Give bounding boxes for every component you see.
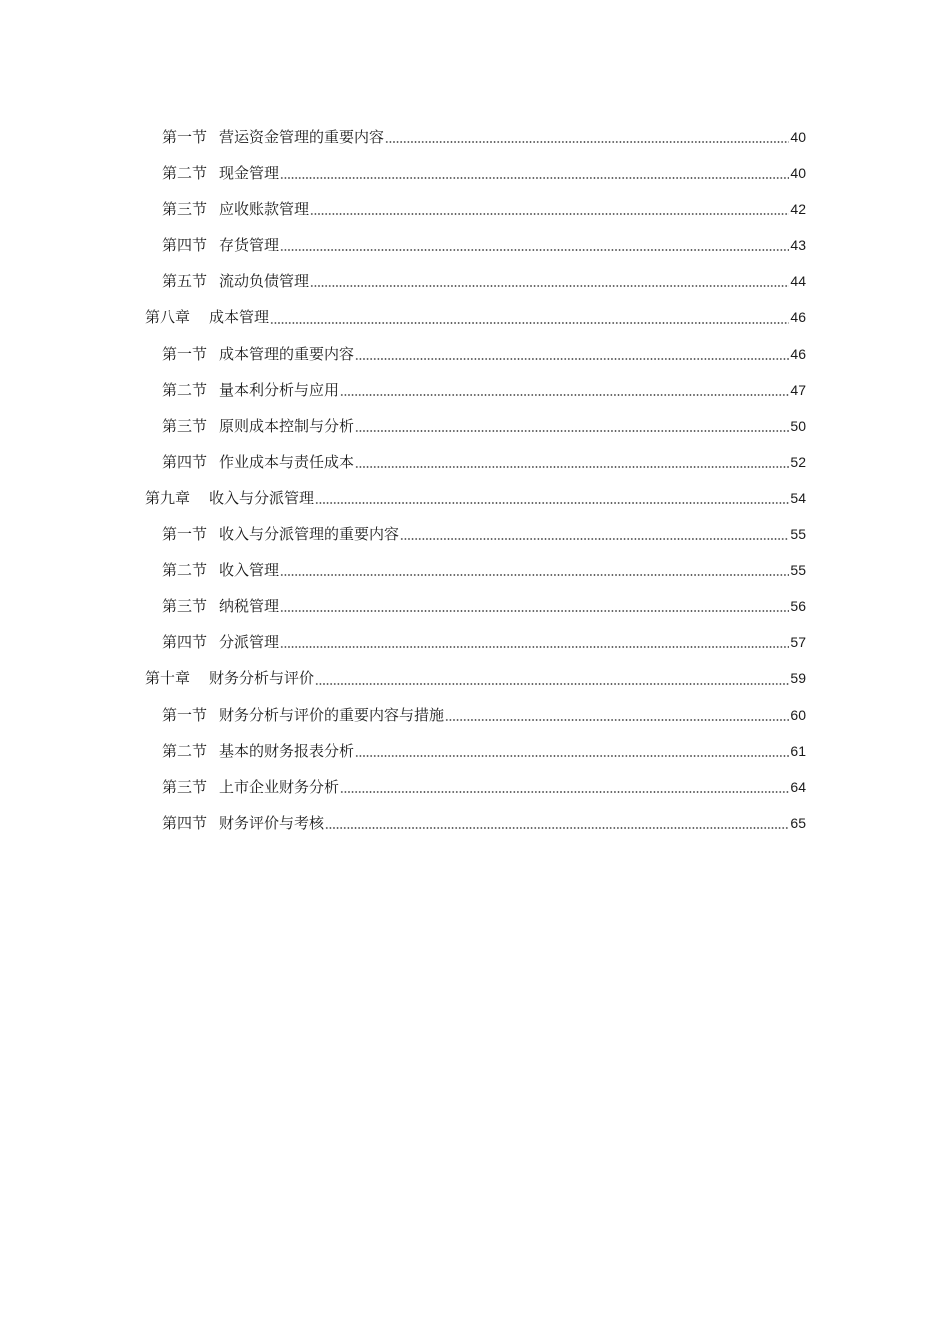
toc-entry-title: 财务分析与评价的重要内容与措施 xyxy=(219,705,445,724)
toc-entry-number: 第三节 xyxy=(162,597,208,616)
toc-section-entry[interactable] xyxy=(145,263,806,299)
toc-section-entry[interactable] xyxy=(145,372,806,408)
toc-section-entry[interactable] xyxy=(145,227,806,263)
toc-entry-number: 第四节 xyxy=(162,236,208,255)
toc-section-entry[interactable] xyxy=(145,119,806,155)
toc-dot-leader xyxy=(340,791,789,793)
toc-entry-page-number: 59 xyxy=(790,670,806,687)
toc-entry-number: 第一节 xyxy=(162,525,208,544)
toc-entry-title: 财务评价与考核 xyxy=(219,813,325,832)
toc-entry-number: 第八章 xyxy=(145,308,191,327)
toc-entry-title: 基本的财务报表分析 xyxy=(219,741,355,760)
table-of-contents xyxy=(145,119,806,841)
toc-section-entry[interactable] xyxy=(145,191,806,227)
toc-section-entry[interactable] xyxy=(145,733,806,769)
toc-section-entry[interactable] xyxy=(145,769,806,805)
toc-entry-title: 量本利分析与应用 xyxy=(219,380,340,399)
toc-entry-title: 上市企业财务分析 xyxy=(219,777,340,796)
toc-dot-leader xyxy=(315,502,789,504)
toc-entry-number: 第二节 xyxy=(162,380,208,399)
toc-section-entry[interactable] xyxy=(145,805,806,841)
toc-dot-leader xyxy=(280,249,789,251)
toc-entry-number: 第二节 xyxy=(162,164,208,183)
toc-entry-title: 财务分析与评价 xyxy=(209,669,315,688)
toc-dot-leader xyxy=(280,610,789,612)
toc-section-entry[interactable] xyxy=(145,624,806,660)
toc-entry-title: 流动负债管理 xyxy=(219,272,310,291)
toc-dot-leader xyxy=(400,538,789,540)
toc-entry-number: 第四节 xyxy=(162,633,208,652)
toc-dot-leader xyxy=(280,177,789,179)
toc-dot-leader xyxy=(310,213,789,215)
toc-entry-title: 现金管理 xyxy=(219,164,280,183)
toc-entry-number: 第三节 xyxy=(162,200,208,219)
toc-section-entry[interactable] xyxy=(145,408,806,444)
toc-entry-title: 成本管理 xyxy=(209,308,270,327)
toc-entry-page-number: 54 xyxy=(790,489,806,506)
toc-entry-number: 第三节 xyxy=(162,416,208,435)
toc-entry-page-number: 57 xyxy=(790,634,806,651)
toc-entry-title: 收入与分派管理的重要内容 xyxy=(219,525,400,544)
toc-section-entry[interactable] xyxy=(145,552,806,588)
toc-entry-number: 第五节 xyxy=(162,272,208,291)
toc-chapter-entry[interactable] xyxy=(145,480,806,516)
toc-entry-number: 第四节 xyxy=(162,813,208,832)
toc-dot-leader xyxy=(355,430,789,432)
toc-dot-leader xyxy=(270,322,789,324)
toc-entry-number: 第十章 xyxy=(145,669,191,688)
toc-dot-leader xyxy=(445,719,789,721)
toc-entry-title: 原则成本控制与分析 xyxy=(219,416,355,435)
toc-entry-number: 第一节 xyxy=(162,705,208,724)
toc-dot-leader xyxy=(280,646,789,648)
toc-entry-page-number: 61 xyxy=(790,742,806,759)
toc-entry-page-number: 40 xyxy=(790,165,806,182)
toc-entry-title: 收入与分派管理 xyxy=(209,488,315,507)
toc-entry-page-number: 46 xyxy=(790,309,806,326)
toc-entry-number: 第二节 xyxy=(162,561,208,580)
toc-chapter-entry[interactable] xyxy=(145,299,806,335)
toc-entry-number: 第三节 xyxy=(162,777,208,796)
toc-section-entry[interactable] xyxy=(145,155,806,191)
toc-dot-leader xyxy=(385,141,789,143)
toc-entry-page-number: 65 xyxy=(790,814,806,831)
toc-entry-number: 第一节 xyxy=(162,128,208,146)
toc-entry-number: 第二节 xyxy=(162,741,208,760)
toc-entry-page-number: 40 xyxy=(790,129,806,145)
toc-entry-page-number: 43 xyxy=(790,237,806,254)
toc-section-entry[interactable] xyxy=(145,336,806,372)
toc-section-entry[interactable] xyxy=(145,588,806,624)
toc-entry-page-number: 52 xyxy=(790,453,806,470)
toc-entry-title: 分派管理 xyxy=(219,633,280,652)
toc-entry-page-number: 64 xyxy=(790,778,806,795)
toc-section-entry[interactable] xyxy=(145,516,806,552)
toc-dot-leader xyxy=(315,683,789,685)
toc-entry-page-number: 42 xyxy=(790,201,806,218)
toc-entry-page-number: 50 xyxy=(790,417,806,434)
toc-entry-title: 应收账款管理 xyxy=(219,200,310,219)
toc-entry-page-number: 55 xyxy=(790,562,806,579)
toc-section-entry[interactable] xyxy=(145,697,806,733)
toc-entry-number: 第一节 xyxy=(162,344,208,363)
toc-chapter-entry[interactable] xyxy=(145,660,806,696)
toc-section-entry[interactable] xyxy=(145,444,806,480)
toc-dot-leader xyxy=(310,285,789,287)
toc-entry-page-number: 55 xyxy=(790,526,806,543)
toc-entry-page-number: 60 xyxy=(790,706,806,723)
toc-dot-leader xyxy=(355,755,789,757)
toc-entry-title: 纳税管理 xyxy=(219,597,280,616)
toc-entry-page-number: 56 xyxy=(790,598,806,615)
toc-entry-page-number: 47 xyxy=(790,381,806,398)
toc-dot-leader xyxy=(325,827,789,829)
toc-entry-number: 第九章 xyxy=(145,488,191,507)
toc-dot-leader xyxy=(355,358,789,360)
toc-entry-title: 存货管理 xyxy=(219,236,280,255)
toc-dot-leader xyxy=(355,466,789,468)
toc-entry-page-number: 44 xyxy=(790,273,806,290)
toc-entry-number: 第四节 xyxy=(162,452,208,471)
toc-dot-leader xyxy=(340,394,789,396)
toc-dot-leader xyxy=(280,574,789,576)
toc-entry-title: 营运资金管理的重要内容 xyxy=(219,128,385,146)
toc-entry-page-number: 46 xyxy=(790,345,806,362)
toc-entry-title: 作业成本与责任成本 xyxy=(219,452,355,471)
toc-entry-title: 收入管理 xyxy=(219,561,280,580)
toc-entry-title: 成本管理的重要内容 xyxy=(219,344,355,363)
